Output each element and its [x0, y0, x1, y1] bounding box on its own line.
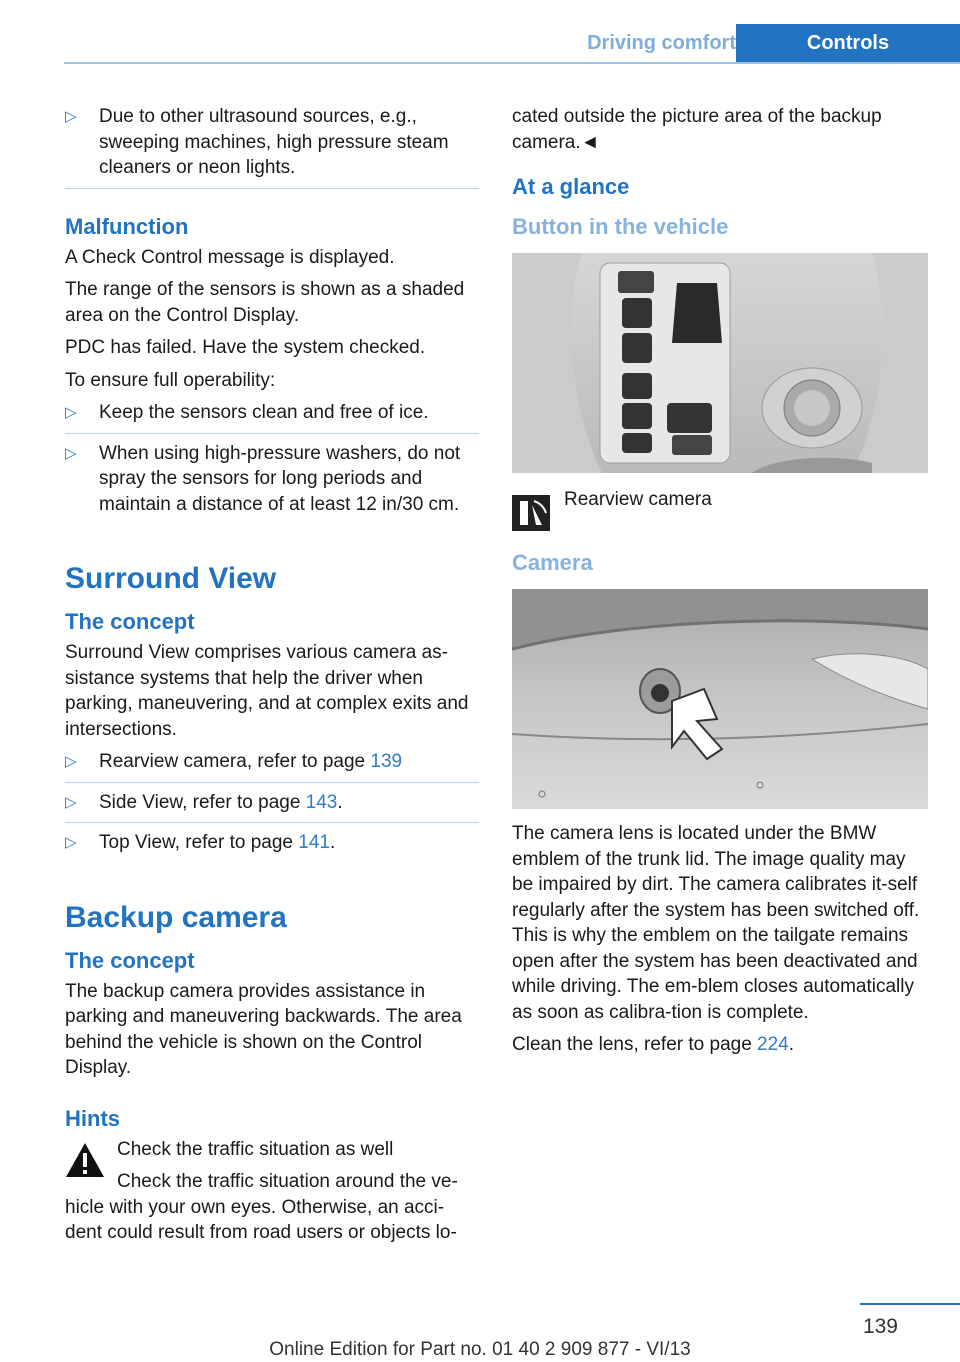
paragraph: Surround View comprises various camera as-sistance systems that help the driver when parking, maneuvering, and at complex exits and intersections.	[65, 642, 469, 740]
page-link[interactable]: 143	[305, 791, 338, 813]
list-item: ▷ Side View, refer to page 143.	[65, 790, 479, 824]
triangle-bullet-icon: ▷	[65, 753, 77, 770]
heading-hints: Hints	[65, 1105, 120, 1131]
warning-text: Check the traffic situation around the ve-hicle with your own eyes. Otherwise, an acci-dent could result from road users or objects lo-	[65, 1171, 458, 1243]
page-header	[64, 24, 960, 64]
list-item: ▷ Top View, refer to page 141.	[65, 830, 479, 863]
page-link[interactable]: 224	[757, 1034, 789, 1055]
paragraph: The backup camera provides assistance in parking and maneuvering backwards. The area behind the vehicle is shown on the Control Display.	[65, 980, 462, 1078]
warning-triangle-icon	[65, 1141, 105, 1179]
paragraph: The camera lens is located under the BMW emblem of the trunk lid. The image quality may be impaired by dirt. The camera calibrates it-self regularly after the system has been switched off. This is why the emblem on the tailgate remains open after the system has been deactivated and while driving. The em-blem closes automatically as soon as calibra-tion is complete.	[512, 823, 920, 1023]
triangle-bullet-icon: ▷	[65, 444, 77, 462]
rearview-camera-icon	[512, 495, 550, 531]
triangle-bullet-icon: ▷	[65, 404, 77, 421]
list-item: ▷ Keep the sensors clean and free of ice.	[65, 400, 479, 434]
list-item: ▷ Rearview camera, refer to page 139	[65, 749, 479, 783]
footer-rule	[860, 1303, 960, 1305]
heading-button-in-vehicle: Button in the vehicle	[512, 214, 729, 239]
rearview-camera-button-legend	[512, 487, 928, 531]
paragraph: To ensure full operability:	[65, 369, 276, 391]
heading-concept: The concept	[65, 609, 195, 634]
center-console-photo	[512, 253, 928, 473]
heading-at-a-glance: At a glance	[512, 174, 630, 199]
list-item: ▷ When using high-pressure washers, do not spray the sensors for long periods and maintain a distance of at least 12 in/30 cm.	[65, 442, 461, 515]
page-number: 139	[862, 1315, 898, 1338]
left-column	[65, 104, 479, 1246]
edition-text: Online Edition for Part no. 01 40 2 909 877 - VI/13	[269, 1339, 691, 1360]
paragraph: Clean the lens, refer to page 224.	[512, 1034, 795, 1055]
heading-camera: Camera	[512, 550, 593, 575]
page-link[interactable]: 141	[298, 832, 330, 853]
warning-title: Check the traffic situation as well	[117, 1138, 394, 1160]
triangle-bullet-icon: ▷	[65, 108, 77, 125]
warning-block	[65, 1137, 479, 1246]
page-link[interactable]: 139	[370, 751, 403, 772]
heading-malfunction: Malfunction	[65, 213, 189, 239]
rearview-camera-label: Rearview camera	[564, 489, 712, 510]
triangle-bullet-icon: ▷	[65, 834, 77, 851]
right-column	[512, 104, 928, 1065]
heading-surround-view: Surround View	[65, 562, 277, 595]
trunk-camera-photo	[512, 589, 928, 809]
heading-backup-camera: Backup camera	[65, 900, 287, 934]
header-tab: Controls	[736, 24, 960, 62]
paragraph: The range of the sensors is shown as a shaded area on the Control Display.	[65, 279, 465, 326]
triangle-bullet-icon: ▷	[65, 793, 77, 811]
header-section: Driving comfort	[587, 32, 736, 54]
paragraph: cated outside the picture area of the backup camera.◄	[512, 106, 882, 153]
heading-concept: The concept	[65, 947, 195, 973]
list-item: ▷ Due to other ultrasound sources, e.g., sweeping machines, high pressure steam cleaners or neon lights.	[65, 104, 479, 189]
paragraph: PDC has failed. Have the system checked.	[65, 337, 426, 358]
paragraph: A Check Control message is displayed.	[65, 246, 395, 268]
